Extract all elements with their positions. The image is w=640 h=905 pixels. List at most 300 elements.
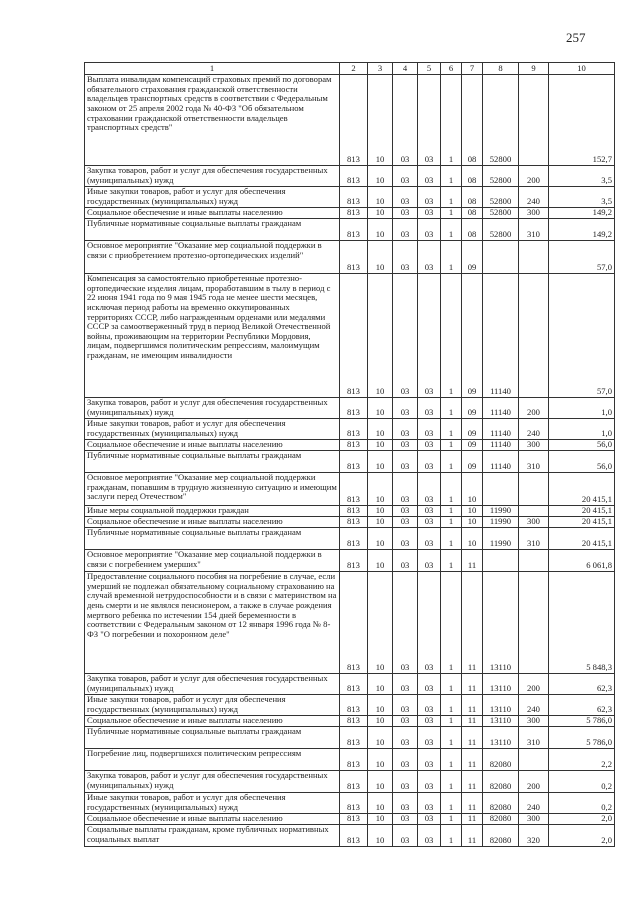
section-cell: 10 (368, 473, 393, 506)
row-name-cell: Социальные выплаты гражданам, кроме публичных нормативных социальных выплат (85, 825, 340, 847)
table-row (85, 528, 615, 550)
program-cell: 03 (418, 695, 441, 716)
section-cell: 10 (368, 241, 393, 274)
direction-cell: 11140 (483, 419, 519, 440)
section-cell: 10 (368, 419, 393, 440)
section-cell: 10 (368, 572, 393, 674)
expense-type-cell (519, 572, 549, 674)
program-cell: 03 (418, 550, 441, 572)
subprogram-cell: 1 (441, 716, 462, 727)
subprogram-cell: 1 (441, 674, 462, 695)
program-cell: 03 (418, 572, 441, 674)
subprogram-cell: 1 (441, 187, 462, 208)
subprogram-cell: 1 (441, 451, 462, 473)
activity-cell: 08 (462, 208, 483, 219)
row-name-cell: Основное мероприятие "Оказание мер социальной поддержки в связи с приобретением протезно-ортопедических изделий" (85, 241, 340, 274)
direction-cell: 11990 (483, 517, 519, 528)
section-cell: 10 (368, 440, 393, 451)
subprogram-cell: 1 (441, 166, 462, 187)
section-cell: 10 (368, 274, 393, 398)
activity-cell: 11 (462, 771, 483, 793)
budget-code-cell: 813 (340, 814, 368, 825)
table-row (85, 550, 615, 572)
activity-cell: 08 (462, 75, 483, 166)
row-name-cell: Иные закупки товаров, работ и услуг для обеспечения государственных (муниципальных) нужд (85, 793, 340, 814)
budget-code-cell: 813 (340, 825, 368, 847)
table-row (85, 517, 615, 528)
budget-code-cell: 813 (340, 771, 368, 793)
amount-cell: 5 848,3 (549, 572, 615, 674)
activity-cell: 09 (462, 241, 483, 274)
direction-cell: 82080 (483, 825, 519, 847)
expense-type-cell: 310 (519, 727, 549, 749)
column-header: 5 (418, 63, 441, 75)
activity-cell: 08 (462, 219, 483, 241)
table-row (85, 219, 615, 241)
activity-cell: 11 (462, 793, 483, 814)
activity-cell: 11 (462, 674, 483, 695)
section-cell: 10 (368, 814, 393, 825)
page-number: 257 (566, 30, 586, 45)
budget-code-cell: 813 (340, 187, 368, 208)
subsection-cell: 03 (393, 398, 418, 419)
activity-cell: 11 (462, 814, 483, 825)
amount-cell: 2,0 (549, 814, 615, 825)
budget-code-cell: 813 (340, 749, 368, 771)
direction-cell: 11990 (483, 506, 519, 517)
direction-cell: 52800 (483, 219, 519, 241)
row-name-cell: Основное мероприятие "Оказание мер социальной поддержки гражданам, попавшим в трудную жизненную ситуацию и имеющим заслуги перед Отечеством" (85, 473, 340, 506)
section-cell: 10 (368, 187, 393, 208)
table-row (85, 506, 615, 517)
amount-cell: 2,0 (549, 825, 615, 847)
table-row (85, 241, 615, 274)
activity-cell: 09 (462, 398, 483, 419)
budget-code-cell: 813 (340, 208, 368, 219)
amount-cell: 2,2 (549, 749, 615, 771)
row-name-cell: Социальное обеспечение и иные выплаты населению (85, 814, 340, 825)
subprogram-cell: 1 (441, 208, 462, 219)
budget-table (84, 62, 615, 847)
section-cell: 10 (368, 695, 393, 716)
column-header: 8 (483, 63, 519, 75)
expense-type-cell: 200 (519, 398, 549, 419)
section-cell: 10 (368, 550, 393, 572)
table-row (85, 716, 615, 727)
row-name-cell: Социальное обеспечение и иные выплаты населению (85, 716, 340, 727)
budget-code-cell: 813 (340, 241, 368, 274)
program-cell: 03 (418, 166, 441, 187)
program-cell: 03 (418, 793, 441, 814)
amount-cell: 20 415,1 (549, 506, 615, 517)
program-cell: 03 (418, 241, 441, 274)
amount-cell: 56,0 (549, 440, 615, 451)
table-row (85, 814, 615, 825)
section-cell: 10 (368, 208, 393, 219)
activity-cell: 11 (462, 749, 483, 771)
direction-cell: 13110 (483, 572, 519, 674)
activity-cell: 09 (462, 274, 483, 398)
section-cell: 10 (368, 825, 393, 847)
activity-cell: 09 (462, 419, 483, 440)
expense-type-cell: 300 (519, 440, 549, 451)
program-cell: 03 (418, 528, 441, 550)
subprogram-cell: 1 (441, 398, 462, 419)
amount-cell: 57,0 (549, 274, 615, 398)
column-header: 7 (462, 63, 483, 75)
table-body (85, 63, 615, 847)
table-row (85, 187, 615, 208)
expense-type-cell: 240 (519, 187, 549, 208)
table-row (85, 398, 615, 419)
subsection-cell: 03 (393, 674, 418, 695)
program-cell: 03 (418, 440, 441, 451)
section-cell: 10 (368, 75, 393, 166)
budget-code-cell: 813 (340, 727, 368, 749)
row-name-cell: Иные меры социальной поддержки граждан (85, 506, 340, 517)
table-row (85, 771, 615, 793)
row-name-cell: Выплата инвалидам компенсаций страховых премий по договорам обязательного страхования гражданской ответственности владельцев транспортных средств в соответствии с Федеральным законом от 25 апреля 2002 года № 40-ФЗ "Об обязательном страховании гражданской ответственности владельцев транспортных средств" (85, 75, 340, 166)
section-cell: 10 (368, 219, 393, 241)
subprogram-cell: 1 (441, 517, 462, 528)
amount-cell: 56,0 (549, 451, 615, 473)
subsection-cell: 03 (393, 187, 418, 208)
row-name-cell: Публичные нормативные социальные выплаты гражданам (85, 219, 340, 241)
table-row (85, 274, 615, 398)
expense-type-cell: 300 (519, 208, 549, 219)
row-name-cell: Закупка товаров, работ и услуг для обеспечения государственных (муниципальных) нужд (85, 771, 340, 793)
direction-cell: 82080 (483, 814, 519, 825)
subsection-cell: 03 (393, 528, 418, 550)
expense-type-cell: 310 (519, 451, 549, 473)
activity-cell: 11 (462, 825, 483, 847)
amount-cell: 0,2 (549, 771, 615, 793)
direction-cell: 82080 (483, 771, 519, 793)
row-name-cell: Компенсация за самостоятельно приобретенные протезно-ортопедические изделия лицам, проработавшим в тылу в период с 22 июня 1941 года по 9 мая 1945 года не менее шести месяцев, исключая период работы на временно оккупированных территориях СССР, либо награжденным орденами или медалями СССР за самоотверженный труд в период Великой Отечественной войны, проживающим на территории Республики Мордовия, лицам, подвергшимся политическим репрессиям, малоимущим гражданам, не имеющим инвалидности (85, 274, 340, 398)
program-cell: 03 (418, 473, 441, 506)
subprogram-cell: 1 (441, 528, 462, 550)
subprogram-cell: 1 (441, 241, 462, 274)
subsection-cell: 03 (393, 771, 418, 793)
budget-code-cell: 813 (340, 695, 368, 716)
budget-code-cell: 813 (340, 793, 368, 814)
budget-code-cell: 813 (340, 528, 368, 550)
subsection-cell: 03 (393, 419, 418, 440)
direction-cell: 11140 (483, 274, 519, 398)
row-name-cell: Публичные нормативные социальные выплаты гражданам (85, 528, 340, 550)
expense-type-cell: 200 (519, 674, 549, 695)
table-row (85, 727, 615, 749)
table-row (85, 674, 615, 695)
direction-cell: 82080 (483, 749, 519, 771)
table-header-row (85, 63, 615, 75)
amount-cell: 20 415,1 (549, 473, 615, 506)
expense-type-cell: 300 (519, 716, 549, 727)
direction-cell: 82080 (483, 793, 519, 814)
budget-code-cell: 813 (340, 517, 368, 528)
budget-code-cell: 813 (340, 716, 368, 727)
table-row (85, 419, 615, 440)
direction-cell: 52800 (483, 208, 519, 219)
amount-cell: 57,0 (549, 241, 615, 274)
subprogram-cell: 1 (441, 825, 462, 847)
row-name-cell: Иные закупки товаров, работ и услуг для обеспечения государственных (муниципальных) нужд (85, 695, 340, 716)
subprogram-cell: 1 (441, 419, 462, 440)
table-row (85, 572, 615, 674)
column-header: 1 (85, 63, 340, 75)
subprogram-cell: 1 (441, 440, 462, 451)
column-header: 2 (340, 63, 368, 75)
budget-code-cell: 813 (340, 398, 368, 419)
section-cell: 10 (368, 749, 393, 771)
program-cell: 03 (418, 814, 441, 825)
program-cell: 03 (418, 451, 441, 473)
subprogram-cell: 1 (441, 727, 462, 749)
activity-cell: 10 (462, 528, 483, 550)
row-name-cell: Социальное обеспечение и иные выплаты населению (85, 440, 340, 451)
column-header: 3 (368, 63, 393, 75)
amount-cell: 62,3 (549, 674, 615, 695)
budget-code-cell: 813 (340, 506, 368, 517)
row-name-cell: Социальное обеспечение и иные выплаты населению (85, 517, 340, 528)
subprogram-cell: 1 (441, 572, 462, 674)
amount-cell: 62,3 (549, 695, 615, 716)
table-row (85, 440, 615, 451)
amount-cell: 149,2 (549, 208, 615, 219)
amount-cell: 6 061,8 (549, 550, 615, 572)
amount-cell: 3,5 (549, 166, 615, 187)
table-row (85, 695, 615, 716)
section-cell: 10 (368, 517, 393, 528)
budget-code-cell: 813 (340, 419, 368, 440)
program-cell: 03 (418, 208, 441, 219)
activity-cell: 10 (462, 517, 483, 528)
activity-cell: 11 (462, 550, 483, 572)
subsection-cell: 03 (393, 440, 418, 451)
direction-cell: 11140 (483, 440, 519, 451)
direction-cell: 11990 (483, 528, 519, 550)
table-row (85, 451, 615, 473)
subsection-cell: 03 (393, 793, 418, 814)
program-cell: 03 (418, 517, 441, 528)
subprogram-cell: 1 (441, 814, 462, 825)
subprogram-cell: 1 (441, 75, 462, 166)
expense-type-cell: 240 (519, 695, 549, 716)
activity-cell: 11 (462, 572, 483, 674)
subprogram-cell: 1 (441, 506, 462, 517)
amount-cell: 20 415,1 (549, 528, 615, 550)
amount-cell: 1,0 (549, 419, 615, 440)
subprogram-cell: 1 (441, 793, 462, 814)
program-cell: 03 (418, 398, 441, 419)
amount-cell: 5 786,0 (549, 716, 615, 727)
subprogram-cell: 1 (441, 274, 462, 398)
program-cell: 03 (418, 274, 441, 398)
direction-cell (483, 473, 519, 506)
table-row (85, 825, 615, 847)
subprogram-cell: 1 (441, 219, 462, 241)
row-name-cell: Иные закупки товаров, работ и услуг для обеспечения государственных (муниципальных) нужд (85, 419, 340, 440)
budget-code-cell: 813 (340, 440, 368, 451)
expense-type-cell (519, 75, 549, 166)
expense-type-cell: 240 (519, 419, 549, 440)
expense-type-cell (519, 274, 549, 398)
activity-cell: 11 (462, 727, 483, 749)
table-row (85, 473, 615, 506)
subsection-cell: 03 (393, 451, 418, 473)
subsection-cell: 03 (393, 727, 418, 749)
program-cell: 03 (418, 771, 441, 793)
subsection-cell: 03 (393, 506, 418, 517)
direction-cell (483, 550, 519, 572)
program-cell: 03 (418, 506, 441, 517)
budget-code-cell: 813 (340, 473, 368, 506)
expense-type-cell: 300 (519, 814, 549, 825)
amount-cell: 149,2 (549, 219, 615, 241)
amount-cell: 1,0 (549, 398, 615, 419)
row-name-cell: Погребение лиц, подвергшихся политическим репрессиям (85, 749, 340, 771)
expense-type-cell: 300 (519, 517, 549, 528)
budget-code-cell: 813 (340, 166, 368, 187)
column-header: 10 (549, 63, 615, 75)
amount-cell: 5 786,0 (549, 727, 615, 749)
column-header: 9 (519, 63, 549, 75)
direction-cell: 11140 (483, 451, 519, 473)
activity-cell: 10 (462, 506, 483, 517)
subsection-cell: 03 (393, 814, 418, 825)
row-name-cell: Закупка товаров, работ и услуг для обеспечения государственных (муниципальных) нужд (85, 398, 340, 419)
expense-type-cell: 200 (519, 166, 549, 187)
expense-type-cell (519, 550, 549, 572)
section-cell: 10 (368, 793, 393, 814)
subprogram-cell: 1 (441, 771, 462, 793)
activity-cell: 11 (462, 716, 483, 727)
activity-cell: 11 (462, 695, 483, 716)
expense-type-cell: 240 (519, 793, 549, 814)
program-cell: 03 (418, 727, 441, 749)
budget-code-cell: 813 (340, 572, 368, 674)
subsection-cell: 03 (393, 166, 418, 187)
row-name-cell: Закупка товаров, работ и услуг для обеспечения государственных (муниципальных) нужд (85, 674, 340, 695)
expense-type-cell: 320 (519, 825, 549, 847)
budget-code-cell: 813 (340, 75, 368, 166)
subsection-cell: 03 (393, 208, 418, 219)
subsection-cell: 03 (393, 473, 418, 506)
column-header: 4 (393, 63, 418, 75)
subsection-cell: 03 (393, 550, 418, 572)
expense-type-cell (519, 241, 549, 274)
subprogram-cell: 1 (441, 695, 462, 716)
amount-cell: 152,7 (549, 75, 615, 166)
subsection-cell: 03 (393, 572, 418, 674)
section-cell: 10 (368, 166, 393, 187)
section-cell: 10 (368, 506, 393, 517)
subsection-cell: 03 (393, 716, 418, 727)
row-name-cell: Публичные нормативные социальные выплаты гражданам (85, 727, 340, 749)
expense-type-cell (519, 473, 549, 506)
row-name-cell: Основное мероприятие "Оказание мер социальной поддержки в связи с погребением умерших" (85, 550, 340, 572)
row-name-cell: Закупка товаров, работ и услуг для обеспечения государственных (муниципальных) нужд (85, 166, 340, 187)
program-cell: 03 (418, 219, 441, 241)
budget-code-cell: 813 (340, 550, 368, 572)
program-cell: 03 (418, 825, 441, 847)
subsection-cell: 03 (393, 241, 418, 274)
subprogram-cell: 1 (441, 749, 462, 771)
row-name-cell: Социальное обеспечение и иные выплаты населению (85, 208, 340, 219)
amount-cell: 0,2 (549, 793, 615, 814)
expense-type-cell: 310 (519, 528, 549, 550)
column-header: 6 (441, 63, 462, 75)
activity-cell: 08 (462, 187, 483, 208)
expense-type-cell (519, 749, 549, 771)
budget-code-cell: 813 (340, 451, 368, 473)
program-cell: 03 (418, 716, 441, 727)
direction-cell: 13110 (483, 727, 519, 749)
direction-cell: 13110 (483, 674, 519, 695)
program-cell: 03 (418, 749, 441, 771)
direction-cell (483, 241, 519, 274)
table-row (85, 166, 615, 187)
section-cell: 10 (368, 528, 393, 550)
section-cell: 10 (368, 674, 393, 695)
subsection-cell: 03 (393, 695, 418, 716)
activity-cell: 08 (462, 166, 483, 187)
direction-cell: 13110 (483, 695, 519, 716)
row-name-cell: Иные закупки товаров, работ и услуг для обеспечения государственных (муниципальных) нужд (85, 187, 340, 208)
subsection-cell: 03 (393, 274, 418, 398)
expense-type-cell: 200 (519, 771, 549, 793)
budget-code-cell: 813 (340, 674, 368, 695)
subsection-cell: 03 (393, 75, 418, 166)
subsection-cell: 03 (393, 825, 418, 847)
activity-cell: 09 (462, 440, 483, 451)
row-name-cell: Предоставление социального пособия на погребение в случае, если умерший не подлежал обязательному социальному страхованию на случай временной нетрудоспособности и в связи с материнством на день смерти и не являлся пенсионером, а также в случае рождения мертвого ребенка по истечении 154 дней беременности в соответствии с Федеральным законом от 12 января 1996 года № 8-ФЗ "О погребении и похоронном деле" (85, 572, 340, 674)
section-cell: 10 (368, 771, 393, 793)
direction-cell: 52800 (483, 187, 519, 208)
section-cell: 10 (368, 716, 393, 727)
direction-cell: 11140 (483, 398, 519, 419)
table-row (85, 75, 615, 166)
activity-cell: 09 (462, 451, 483, 473)
direction-cell: 52800 (483, 75, 519, 166)
table-row (85, 749, 615, 771)
expense-type-cell: 310 (519, 219, 549, 241)
budget-code-cell: 813 (340, 274, 368, 398)
program-cell: 03 (418, 419, 441, 440)
subprogram-cell: 1 (441, 473, 462, 506)
subsection-cell: 03 (393, 219, 418, 241)
section-cell: 10 (368, 727, 393, 749)
direction-cell: 13110 (483, 716, 519, 727)
section-cell: 10 (368, 451, 393, 473)
subprogram-cell: 1 (441, 550, 462, 572)
program-cell: 03 (418, 187, 441, 208)
table-row (85, 793, 615, 814)
amount-cell: 3,5 (549, 187, 615, 208)
program-cell: 03 (418, 75, 441, 166)
program-cell: 03 (418, 674, 441, 695)
budget-code-cell: 813 (340, 219, 368, 241)
direction-cell: 52800 (483, 166, 519, 187)
activity-cell: 10 (462, 473, 483, 506)
amount-cell: 20 415,1 (549, 517, 615, 528)
subsection-cell: 03 (393, 517, 418, 528)
section-cell: 10 (368, 398, 393, 419)
subsection-cell: 03 (393, 749, 418, 771)
expense-type-cell (519, 506, 549, 517)
row-name-cell: Публичные нормативные социальные выплаты гражданам (85, 451, 340, 473)
table-row (85, 208, 615, 219)
